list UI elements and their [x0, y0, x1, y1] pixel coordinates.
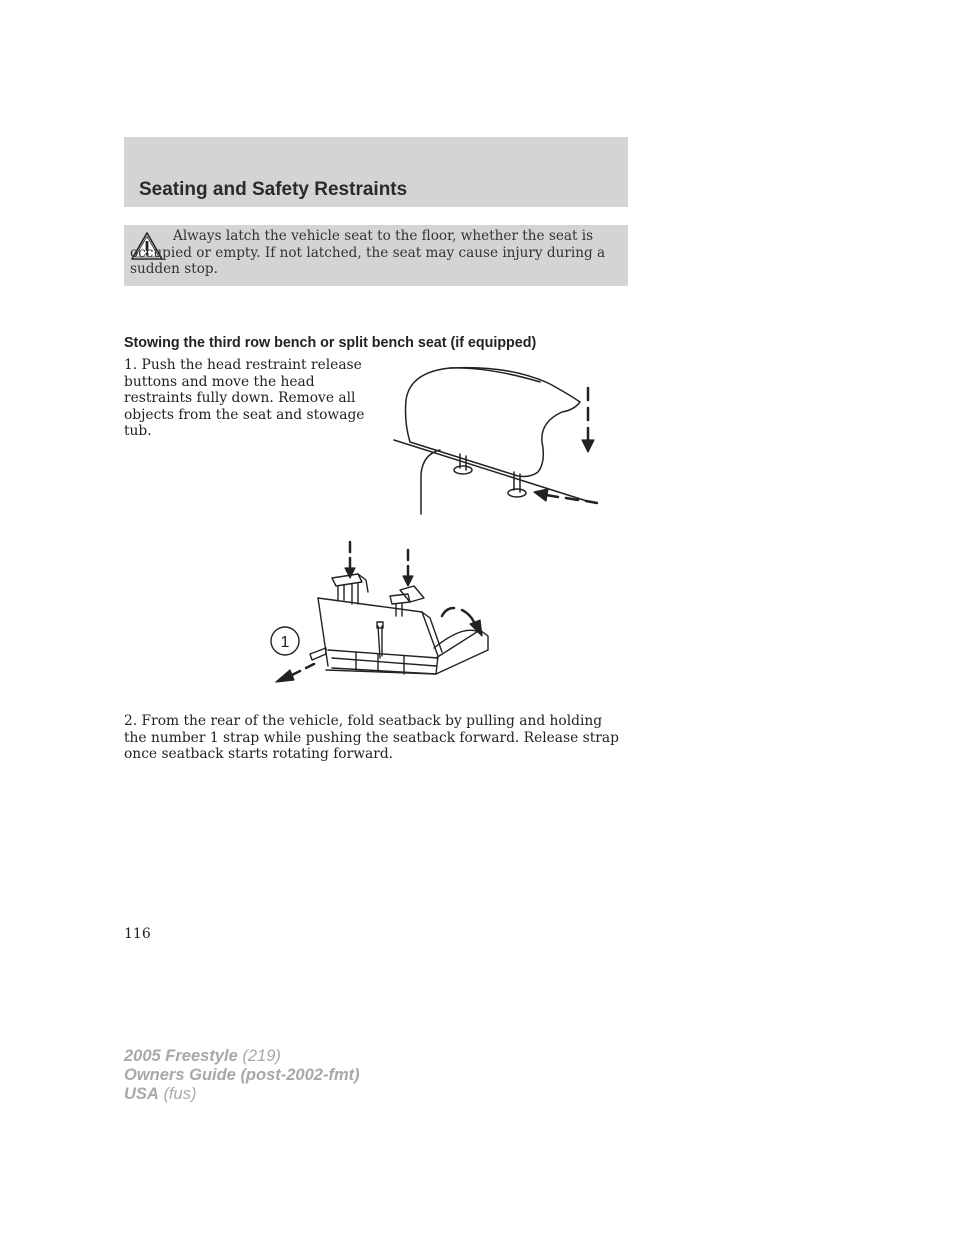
footer-line-3: USA (fus) [124, 1085, 197, 1103]
step-1-text: 1. Push the head restraint release buttons and move the head restraints fully down. Remove all objects from the seat and stowage tub. [124, 357, 365, 439]
subsection-heading: Stowing the third row bench or split bench seat (if equipped) [124, 335, 537, 351]
footer-line-1: 2005 Freestyle (219) [124, 1047, 281, 1065]
step-2-text: 2. From the rear of the vehicle, fold seatback by pulling and holding the number 1 strap while pushing the seatback forward. Release strap once seatback starts rotating forward. [124, 713, 619, 762]
seat-fold-illustration [266, 538, 492, 686]
section-header-band [124, 137, 628, 207]
page-number: 116 [124, 926, 151, 942]
footer [124, 1047, 360, 1104]
callout-number-1: 1 [280, 634, 290, 651]
warning-text: Always latch the vehicle seat to the floor, whether the seat is occupied or empty. If not latched, the seat may cause injury during a sudden stop. [130, 228, 606, 277]
head-restraint-illustration [390, 362, 604, 516]
warning-box [124, 225, 628, 286]
section-title: Seating and Safety Restraints [139, 179, 408, 200]
footer-line-2: Owners Guide (post-2002-fmt) [124, 1066, 360, 1084]
